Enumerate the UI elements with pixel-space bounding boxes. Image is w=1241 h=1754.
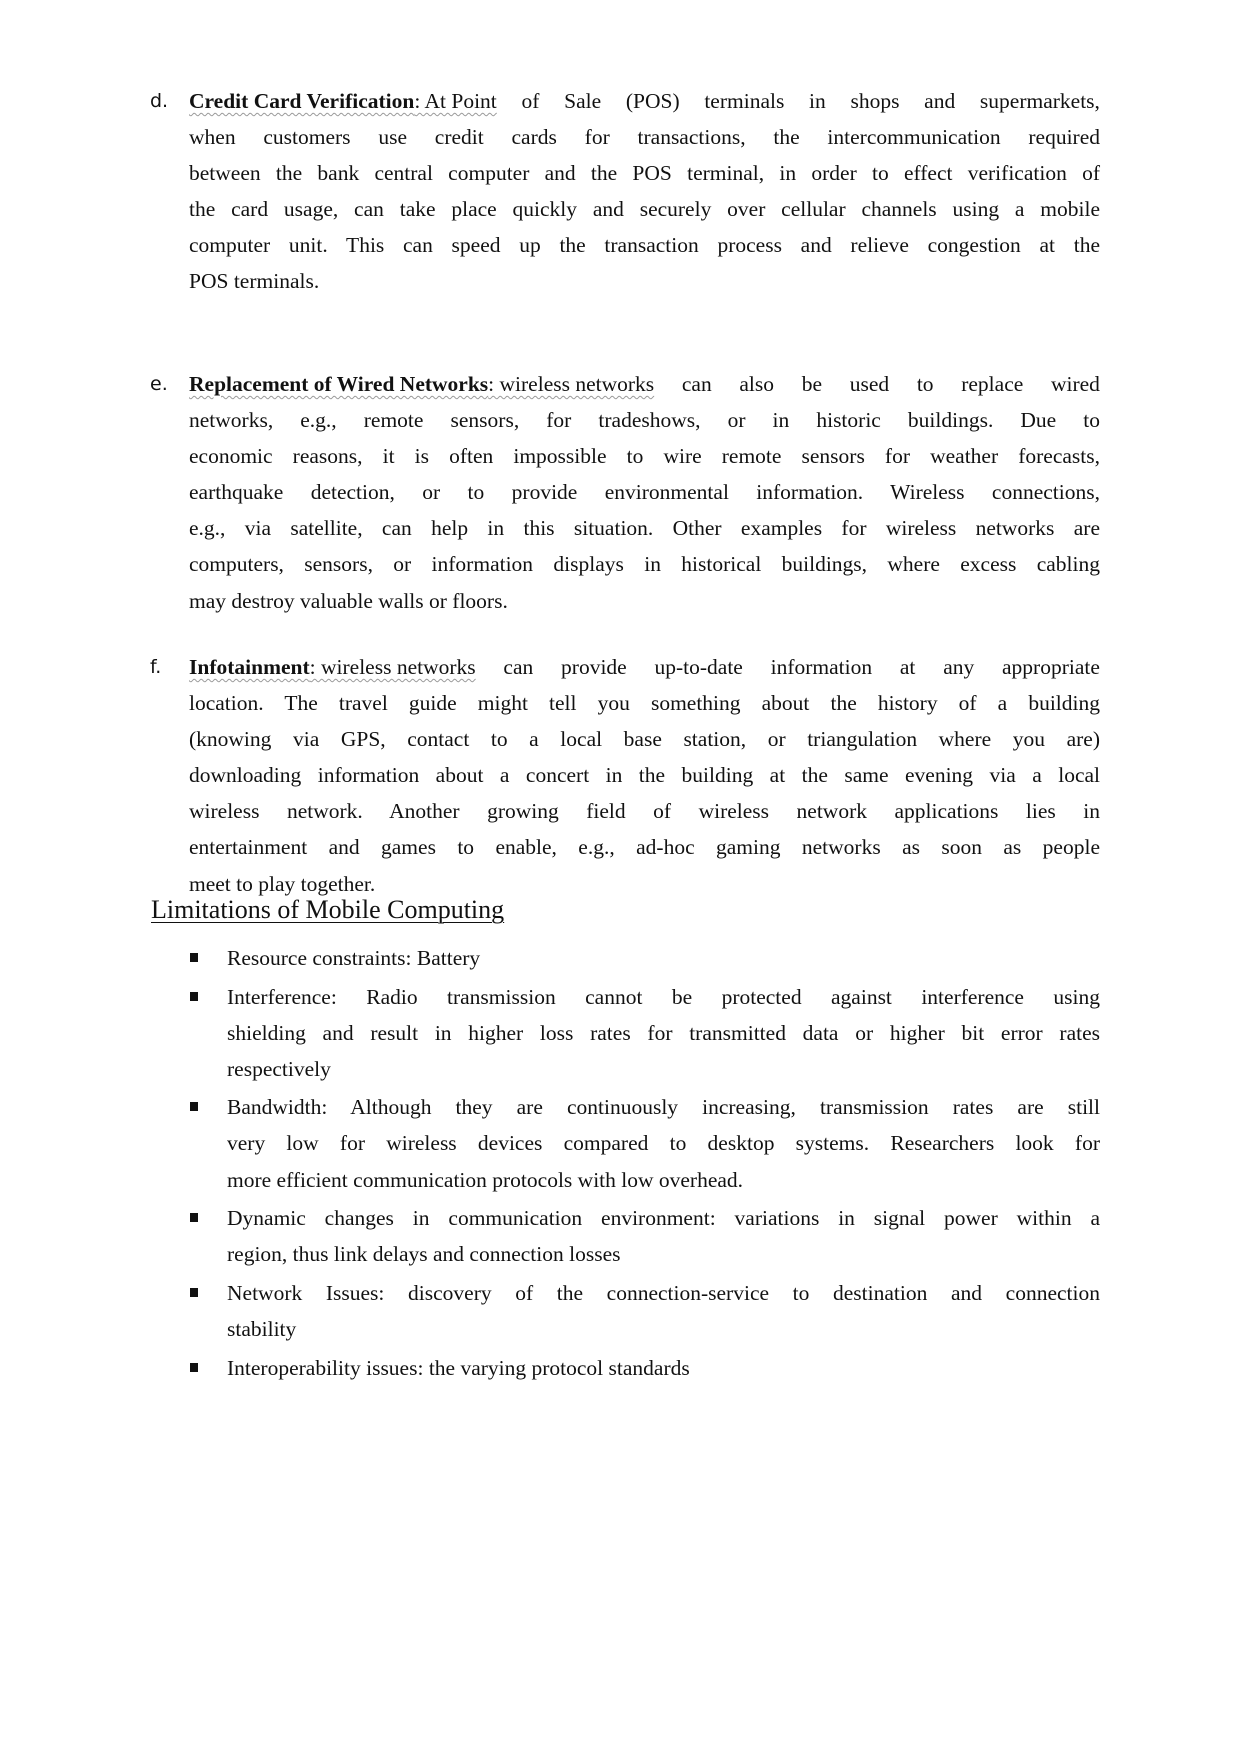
square-bullet-icon (190, 1363, 198, 1372)
square-bullet-icon (190, 953, 198, 962)
bullet-item (190, 1200, 1100, 1272)
bullet-line: shielding and result in higher loss rates for transmitted data or higher bit error rates (227, 1020, 1100, 1045)
word: Sale (564, 89, 602, 113)
item-first-line (189, 366, 1100, 402)
word: and (924, 89, 956, 113)
bullet-line: respectively (227, 1056, 331, 1081)
word: used (849, 372, 890, 396)
word: any (943, 655, 975, 679)
item-label: f. (150, 656, 162, 678)
word: appropriate (1002, 655, 1100, 679)
word: can (681, 372, 712, 396)
item-line: entertainment and games to enable, e.g., ad-hoc gaming networks as soon as people (189, 835, 1100, 860)
item-first-line (189, 649, 1100, 685)
item-term: Infotainment (189, 655, 310, 679)
word: provide (561, 655, 627, 679)
square-bullet-icon (190, 1102, 198, 1111)
item-first-line (189, 83, 1100, 119)
square-bullet-icon (190, 992, 198, 1001)
bullet-line: very low for wireless devices compared to desktop systems. Researchers look for (227, 1131, 1100, 1156)
bullet-item (190, 940, 1100, 976)
item-line: networks, e.g., remote sensors, for tradeshows, or in historic buildings. Due to (189, 408, 1100, 433)
section-heading: Limitations of Mobile Computing (151, 895, 505, 924)
word: in (809, 89, 826, 113)
item-text: : At Point (414, 89, 497, 113)
item-label: d. (150, 90, 169, 112)
item-line: POS terminals. (189, 269, 320, 294)
bullet-item (190, 1350, 1100, 1386)
bullet-item (190, 1089, 1100, 1197)
bullet-line: Interference: Radio transmission cannot be protected against interference using (227, 984, 1100, 1009)
bullet-line: stability (227, 1316, 297, 1341)
word: can (503, 655, 534, 679)
bullet-line: Bandwidth: Although they are continuously increasing, transmission rates are still (227, 1095, 1100, 1120)
item-line: downloading information about a concert in the building at the same evening via a local (189, 763, 1100, 788)
item-text: : wireless networks (488, 372, 655, 396)
word: (POS) (625, 89, 680, 113)
word: up-to-date (654, 655, 743, 679)
word: wired (1050, 372, 1100, 396)
item-line: economic reasons, it is often impossible to wire remote sensors for weather forecasts, (189, 444, 1100, 469)
item-line: location. The travel guide might tell you something about the history of a building (189, 691, 1100, 716)
bullet-line: region, thus link delays and connection losses (227, 1242, 621, 1267)
word: at (899, 655, 916, 679)
bullet-item (190, 1275, 1100, 1347)
square-bullet-icon (190, 1288, 198, 1297)
word: of (521, 89, 540, 113)
item-line: earthquake detection, or to provide environmental information. Wireless connections, (189, 480, 1100, 505)
word: terminals (704, 89, 785, 113)
item-term: Credit Card Verification (189, 89, 415, 113)
word: replace (961, 372, 1024, 396)
bullet-line: more efficient communication protocols with low overhead. (227, 1167, 744, 1192)
bullet-line: Dynamic changes in communication environment: variations in signal power within a (227, 1206, 1100, 1231)
bullet-line: Interoperability issues: the varying protocol standards (227, 1355, 690, 1380)
item-line: between the bank central computer and the POS terminal, in order to effect verification of (189, 161, 1100, 186)
item-line: computers, sensors, or information displays in historical buildings, where excess cabling (189, 552, 1100, 577)
bullet-line: Network Issues: discovery of the connection-service to destination and connection (227, 1280, 1100, 1305)
item-line: computer unit. This can speed up the transaction process and relieve congestion at the (189, 233, 1100, 258)
item-line: e.g., via satellite, can help in this situation. Other examples for wireless networks are (189, 516, 1100, 541)
bullet-line: Resource constraints: Battery (227, 946, 481, 970)
item-line: the card usage, can take place quickly and securely over cellular channels using a mobile (189, 197, 1100, 222)
item-line: meet to play together. (189, 871, 376, 896)
word: be (801, 372, 823, 396)
item-line: when customers use credit cards for transactions, the intercommunication required (189, 125, 1100, 150)
item-text: : wireless networks (309, 655, 476, 679)
item-line: (knowing via GPS, contact to a local base station, or triangulation where you are) (189, 727, 1100, 752)
square-bullet-icon (190, 1213, 198, 1222)
item-line: wireless network. Another growing field of wireless network applications lies in (189, 799, 1100, 824)
bullet-item (190, 979, 1100, 1087)
item-label: e. (150, 373, 168, 395)
word: to (916, 372, 934, 396)
word: also (739, 372, 775, 396)
item-term: Replacement of Wired Networks (189, 372, 489, 396)
item-line: may destroy valuable walls or floors. (189, 588, 508, 613)
word: shops (850, 89, 900, 113)
limitations-list (190, 940, 1100, 1388)
word: supermarkets, (979, 89, 1100, 113)
word: information (770, 655, 873, 679)
